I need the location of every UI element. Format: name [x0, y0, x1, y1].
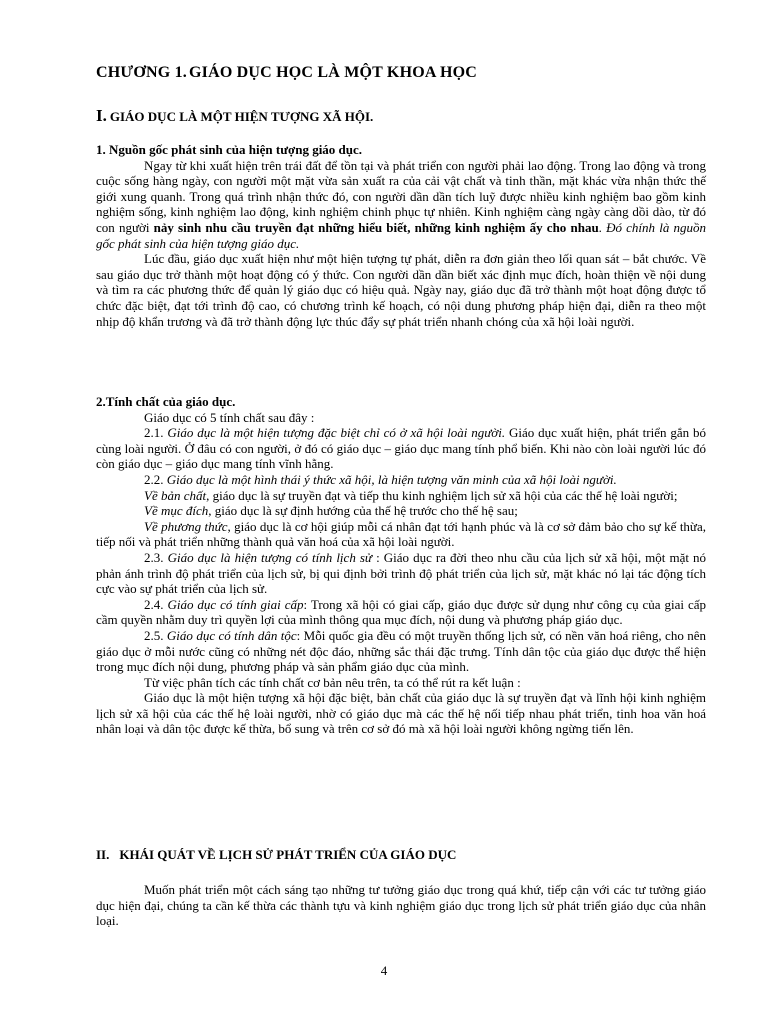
item-text: : Trong xã hội có giai cấp, giáo dục được sử dụng như công cụ của giai cấp cầm quyền nhằm duy trì quyền lợi của mình thông qua mục đích, nội dung và phương pháp giáo dục.	[96, 596, 707, 628]
item-number: 2.5.	[144, 627, 167, 643]
item-title: Giáo dục có tính dân tộc	[166, 627, 297, 643]
item-text: , giáo dục là sự định hướng của thế hệ trước cho thế hệ sau;	[208, 503, 518, 519]
paragraph: Lúc đầu, giáo dục xuất hiện như một hiện tượng tự phát, diễn ra đơn giản theo lối quan sát – bắt chước. Về sau giáo dục trở thành một hoạt động có ý thức. Con người dần dần biết xác định mục đích, hoàn thiện về nội dung và tìm ra các phương thức để quản lý giáo dục có hiệu quả. Ngày nay, giáo dục đã trở thành một hoạt động được tổ chức đặc biệt, đạt tới trình độ cao, có chương trình kế hoạch, có nội dung phương pháp hiện đại, diễn ra theo một nhịp độ khẩn trương và đã trở thành động lực thúc đẩy sự phát triển nhanh chóng của xã hội loài người.	[96, 251, 706, 329]
chapter-heading	[96, 64, 477, 82]
subsection-2	[96, 394, 706, 737]
chapter-title: GIÁO DỤC HỌC LÀ MỘT KHOA HỌC	[189, 64, 477, 81]
chapter-number: CHƯƠNG 1.	[96, 64, 187, 81]
section-2-heading	[96, 847, 456, 863]
paragraph: Muốn phát triển một cách sáng tạo những tư tưởng giáo dục trong quá khứ, tiếp cận với các tư tưởng giáo dục hiện đại, chúng ta cần kế thừa các thành tựu và kinh nghiệm giáo dục trong lịch sử phát triển giáo dục của nhân loại.	[96, 882, 706, 929]
paragraph	[96, 550, 706, 597]
item-text: , giáo dục là cơ hội giúp mỗi cá nhân đạt tới hạnh phúc và là cơ sở đảm bảo cho sự kế thừa, tiếp nối và phát triển những thành quả văn hoá của xã hội loài người.	[96, 518, 706, 550]
emphasis-text: nảy sinh nhu cầu truyền đạt những hiểu biết, những kinh nghiệm ấy cho nhau	[153, 219, 599, 235]
emphasis-text: Đó chính là nguồn gốc phát sinh của hiện tượng giáo dục.	[96, 219, 706, 251]
subsection-1-heading: 1. Nguồn gốc phát sinh của hiện tượng giáo dục.	[96, 142, 363, 157]
paragraph-text: Ngay từ khi xuất hiện trên trái đất để tồn tại và phát triển con người phải lao động. Trong lao động và trong cuộc sống hàng ngày, con người một mặt vừa sản xuất ra của cải vật chất và tinh thần, mặt khác vừa nhận thức thế giới xung quanh. Trong quá trình nhận thức đó, con người dần dần tích luỹ được nhiều kinh nghiệm bao gồm kinh nghiệm sống, kinh nghiệm lao động, kinh nghiệm chinh phục tự nhiên. Kinh nghiệm càng ngày càng dồi dào, từ đó con người	[96, 157, 706, 235]
item-number: 2.2.	[144, 471, 167, 487]
paragraph	[96, 597, 706, 628]
paragraph-text: .	[598, 219, 607, 235]
item-title: Giáo dục có tính giai cấp	[167, 596, 304, 612]
paragraph	[96, 488, 706, 504]
section-2-title: KHÁI QUÁT VỀ LỊCH SỬ PHÁT TRIỂN CỦA GIÁO DỤC	[119, 847, 457, 862]
subsection-1	[96, 142, 706, 329]
item-title: Giáo dục là một hiện tượng đặc biệt chỉ có ở xã hội loài người.	[167, 425, 506, 441]
section-2-numeral: II.	[96, 847, 110, 862]
item-title: Về phương thức	[144, 518, 228, 534]
paragraph: Từ việc phân tích các tính chất cơ bản nêu trên, ta có thể rút ra kết luận :	[144, 674, 521, 690]
item-text: : Mỗi quốc gia đều có một truyền thống lịch sử, có nền văn hoá riêng, cho nên giáo dục ở mỗi nước cũng có những nét độc đáo, những sắc thái đặc trưng. Tính dân tộc của giáo dục được thể hiện trong mục đích nội dung, phương pháp và sản phẩm giáo dục của mình.	[96, 627, 707, 675]
section-1-numeral: I.	[96, 106, 107, 125]
item-number: 2.3.	[144, 549, 168, 565]
paragraph	[96, 519, 706, 550]
paragraph	[96, 425, 706, 472]
subsection-2-heading: 2.Tính chất của giáo dục.	[96, 394, 236, 409]
paragraph	[96, 472, 706, 488]
page-number: 4	[380, 963, 388, 978]
item-title: Về bản chất	[144, 487, 207, 503]
item-text: , giáo dục là sự truyền đạt và tiếp thu kinh nghiệm lịch sử xã hội của các thế hệ loài người;	[206, 487, 678, 503]
item-text: Giáo dục xuất hiện, phát triển gắn bó cùng loài người. Ở đâu có con người, ở đó có giáo dục – giáo dục mang tính phổ biến. Khi nào còn loài người lúc đó còn giáo dục – giáo dục mang tính vĩnh hằng.	[96, 425, 706, 472]
item-number: 2.4.	[144, 596, 168, 612]
paragraph	[96, 628, 706, 675]
item-text: : Giáo dục ra đời theo nhu cầu của lịch sử xã hội, một mặt nó phản ánh trình độ phát triển của lịch sử, bị qui định bởi trình độ phát triển của lịch sử, mặt khác nó lại tác động tích cực vào sự phát triển của lịch sử.	[96, 549, 707, 597]
paragraph: Giáo dục là một hiện tượng xã hội đặc biệt, bản chất của giáo dục là sự truyền đạt và lĩnh hội kinh nghiệm lịch sử xã hội của các thế hệ loài người, nhờ có giáo dục mà các thế hệ nối tiếp nhau phát triển, tinh hoa văn hoá nhân loại và dân tộc được kế thừa, bổ sung và trên cơ sở đó mà xã hội loài người không ngừng tiến lên.	[96, 690, 706, 737]
section-1-heading	[96, 106, 373, 126]
item-number: 2.1.	[144, 425, 168, 441]
section-2-body	[96, 882, 706, 929]
item-title: Giáo dục là hiện tượng có tính lịch sử	[167, 549, 373, 565]
item-title: Về mục đích	[144, 503, 209, 519]
section-1-title: GIÁO DỤC LÀ MỘT HIỆN TƯỢNG XÃ HỘI.	[109, 109, 374, 124]
paragraph	[96, 158, 706, 252]
paragraph	[96, 503, 706, 519]
item-title: Giáo dục là một hình thái ý thức xã hội, là hiện tượng văn minh của xã hội loài người.	[166, 471, 617, 487]
paragraph: Giáo dục có 5 tính chất sau đây :	[144, 409, 315, 425]
